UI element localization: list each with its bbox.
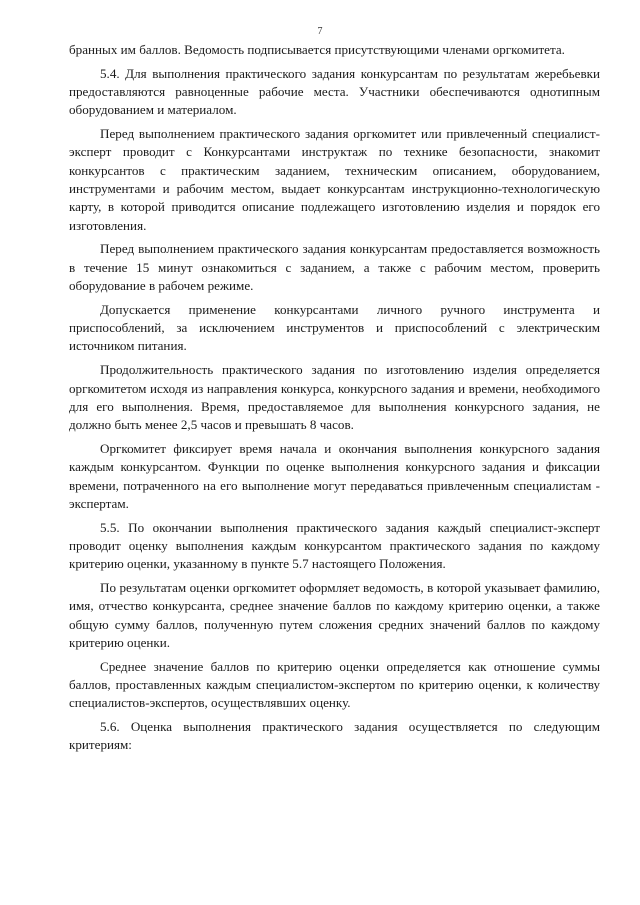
- paragraph-familiarization: Перед выполнением практического задания конкурсантам предоставляется возможность в течение 15 минут ознакомиться с заданием, а также с рабочим местом, проверить оборудование в рабочем режиме.: [69, 241, 600, 294]
- paragraph-5-6: 5.6. Оценка выполнения практического задания осуществляется по следующим критериям:: [69, 719, 600, 753]
- page-number: 7: [317, 26, 323, 37]
- paragraph-briefing: Перед выполнением практического задания оргкомитет или привлеченный специалист-эксперт проводит с Конкурсантами инструктаж по технике безопасности, знакомит конкурсантов с практическим заданием, техническим описанием, оборудованием, инструментами и рабочим местом, выдает конкурсантам инструкционно-технологическую карту, в которой приводится описание подлежащего изготовлению изделия и порядок его изготовления.: [69, 126, 600, 233]
- paragraph-personal-tools: Допускается применение конкурсантами личного ручного инструмента и приспособлений, за исключением инструментов и приспособлений с электрическим источником питания.: [69, 301, 600, 354]
- paragraph-time-recording: Оргкомитет фиксирует время начала и окончания выполнения конкурсного задания каждым конкурсантом. Функции по оценке выполнения конкурсного задания и фиксации времени, потраченного на его выполнение могут передаваться привлеченным специалистам - экспертам.: [69, 440, 600, 511]
- document-body: [69, 41, 600, 760]
- paragraph-average-score: Среднее значение баллов по критерию оценки определяется как отношение суммы баллов, проставленных каждым специалистом-экспертом по критерию оценки, к количеству специалистов-экспертов, осуществлявших оценку.: [69, 658, 600, 711]
- paragraph-evaluation-sheet: По результатам оценки оргкомитет оформляет ведомость, в которой указывает фамилию, имя, отчество конкурсанта, среднее значение баллов по каждому критерию оценки, а также общую сумму баллов, полученную путем сложения средних значений баллов по каждому критерию оценки.: [69, 580, 600, 650]
- paragraph-5-4: 5.4. Для выполнения практического задания конкурсантам по результатам жеребьевки предоставляются равноценные рабочие места. Участники обеспечиваются однотипным оборудованием и материалом.: [69, 65, 600, 118]
- paragraph-5-5: 5.5. По окончании выполнения практического задания каждый специалист-эксперт проводит оценку выполнения каждым конкурсантом практического задания по каждому критерию оценки, указанному в пункте 5.7 настоящего Положения.: [69, 519, 600, 572]
- paragraph-continuation: бранных им баллов. Ведомость подписывается присутствующими членами оргкомитета.: [69, 42, 565, 57]
- paragraph-duration: Продолжительность практического задания по изготовлению изделия определяется оргкомитетом исходя из направления конкурса, конкурсного задания и времени, необходимого для его выполнения. Время, предоставляемое для выполнения конкурсного задания, не должно быть менее 2,5 часов и превышать 8 часов.: [69, 362, 600, 433]
